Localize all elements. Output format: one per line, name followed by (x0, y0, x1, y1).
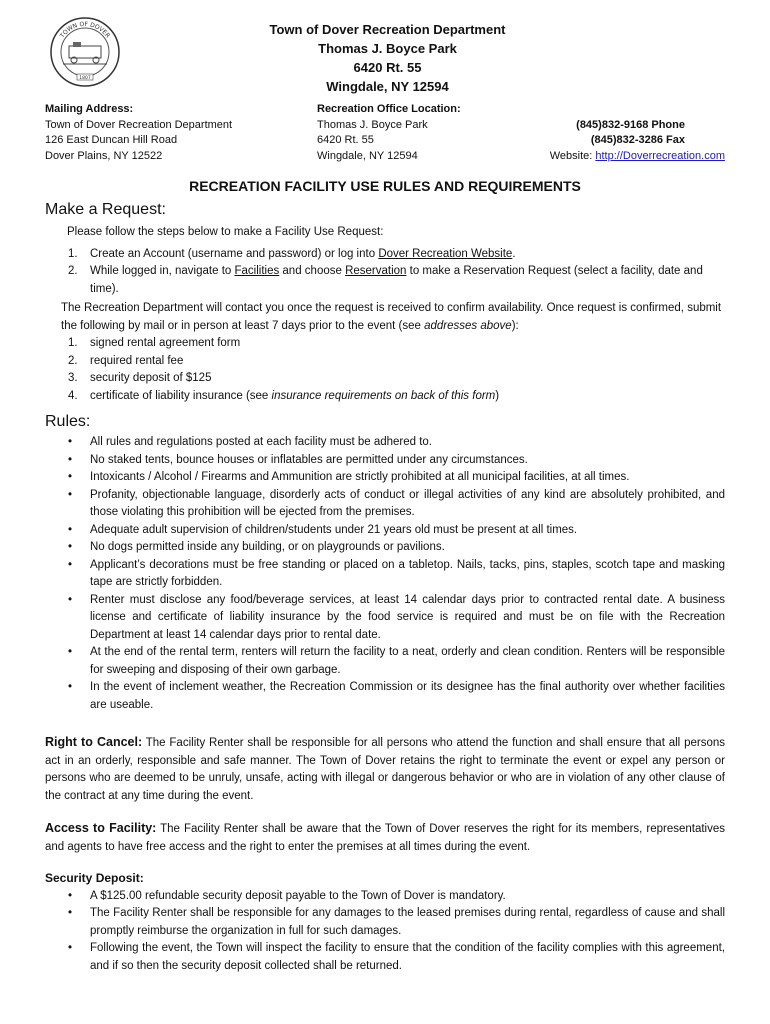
list-item: • Adequate adult supervision of children/students under 21 years old must be present at all times. (68, 523, 578, 536)
list-item: • Following the event, the Town will inspect the facility to ensure that the condition of the facility complies with this agreement, and if so then the security deposit collected shall be returned. (68, 942, 725, 972)
list-item: • The Facility Renter shall be responsible for any damages to the leased premises during rental, regardless of cause and shall promptly reimburse the organization in full for such damages. (68, 907, 725, 937)
request-intro: Please follow the steps below to make a Facility Use Request: (67, 226, 384, 238)
list-item: 2. required rental fee (68, 354, 184, 367)
list-item: • Profanity, objectionable language, disorderly acts of conduct or illegal activities of any kind are absolutely prohibited, and those violating this prohibition will be ejected from the premises. (68, 488, 725, 518)
list-item: 1. Create an Account (username and password) or log into Dover Recreation Website. (68, 247, 516, 260)
request-steps (68, 246, 725, 299)
mailing-address (45, 102, 232, 164)
list-item: • In the event of inclement weather, the Recreation Commission or its designee has the final authority over whether facilities are useable. (68, 681, 725, 711)
office-location (317, 102, 461, 164)
cancel-paragraph: Right to Cancel: The Facility Renter shall be responsible for all persons who attend the function and shall ensure that all persons act in an orderly, responsible and safe manner. The Town of Dover retains the right to terminate the event or expel any person or persons who are deemed to be unruly, unsafe, acting with illegal or dangerous behavior or who are in violation of any other clause of the contract at any time during the event. (45, 735, 725, 802)
office-line-2: 6420 Rt. 55 (317, 134, 374, 146)
access-paragraph: Access to Facility: The Facility Renter shall be aware that the Town of Dover reserves the right for its members, representatives and agents to have free access and the right to enter the premises at all times during the event. (45, 821, 725, 853)
list-item: 2. While logged in, navigate to Facilities and choose Reservation to make a Reservation Request (select a facility, date and time). (68, 265, 703, 295)
list-item: • At the end of the rental term, renters will return the facility to a neat, orderly and clean condition. Renters will be responsible for sweeping and disposing of their own garbage. (68, 646, 725, 676)
header-line-1: Town of Dover Recreation Department (269, 22, 506, 37)
website-link[interactable]: http://Doverrecreation.com (595, 149, 725, 162)
seal-text: TOWN OF DOVER (58, 20, 112, 40)
header-line-4: Wingdale, NY 12594 (326, 79, 449, 94)
office-heading: Recreation Office Location: (317, 103, 461, 115)
dover-website-link[interactable]: Dover Recreation Website (378, 247, 513, 260)
fax-number: (845)832-3286 Fax (590, 134, 685, 146)
office-line-3: Wingdale, NY 12594 (317, 149, 418, 162)
mailing-heading: Mailing Address: (45, 103, 134, 115)
list-item: 1. signed rental agreement form (68, 337, 241, 349)
page-title: RECREATION FACILITY USE RULES AND REQUIREMENTS (189, 178, 581, 194)
header-line-2: Thomas J. Boyce Park (318, 41, 457, 56)
seal-year: 1807 (79, 76, 91, 81)
confirm-paragraph: The Recreation Department will contact you once the request is received to confirm availability. Once request is confirmed, submit the following by mail or in person at least 7 days prior to the event (see addresses above): (61, 302, 722, 332)
deposit-section (45, 870, 725, 975)
contact-info (550, 102, 725, 164)
mailing-line-2: 126 East Duncan Hill Road (45, 134, 178, 146)
list-item: • Applicant’s decorations must be free standing or placed on a tabletop. Nails, tacks, pins, staples, scotch tape and masking tape are strictly forbidden. (68, 558, 725, 588)
request-heading: Make a Request: (45, 201, 166, 218)
office-line-1: Thomas J. Boyce Park (317, 118, 428, 131)
cancel-lead: Right to Cancel: (45, 735, 143, 749)
list-item: • Intoxicants / Alcohol / Firearms and Ammunition are strictly prohibited at all municipal facilities, at all times. (68, 471, 630, 483)
list-item: • A $125.00 refundable security deposit payable to the Town of Dover is mandatory. (68, 889, 506, 902)
reservation-link[interactable]: Reservation (345, 265, 407, 277)
access-lead: Access to Facility: (45, 821, 157, 835)
phone-number: (845)832-9168 Phone (576, 118, 685, 131)
deposit-heading: Security Deposit: (45, 871, 144, 885)
deposit-list (68, 888, 725, 976)
mailing-line-1: Town of Dover Recreation Department (45, 118, 233, 131)
header-line-3: 6420 Rt. 55 (353, 60, 422, 75)
facilities-link[interactable]: Facilities (234, 265, 280, 277)
rules-heading: Rules: (45, 413, 91, 430)
rules-section (45, 412, 725, 714)
mailing-line-3: Dover Plains, NY 12522 (45, 149, 163, 162)
list-item: • Renter must disclose any food/beverage services, at least 14 calendar days prior to contracted rental date. A business license and certificate of liability insurance by the food service is required and must be on file with the Recreation Department at least 14 calendar days prior to rental date. (68, 593, 725, 641)
list-item: • No dogs permitted inside any building, or on playgrounds or pavilions. (68, 541, 445, 553)
list-item: 4. certificate of liability insurance (see insurance requirements on back of this form) (68, 389, 500, 402)
list-item: 3. security deposit of $125 (68, 372, 212, 384)
town-seal-logo (49, 16, 121, 88)
list-item: • All rules and regulations posted at each facility must be adhered to. (68, 436, 433, 448)
submit-items (68, 335, 725, 405)
website-label: Website: (549, 149, 596, 162)
rules-list (68, 434, 725, 714)
header-block (180, 20, 595, 96)
list-item: • No staked tents, bounce houses or inflatables are permitted under any circumstances. (68, 453, 528, 466)
request-section (45, 200, 725, 405)
